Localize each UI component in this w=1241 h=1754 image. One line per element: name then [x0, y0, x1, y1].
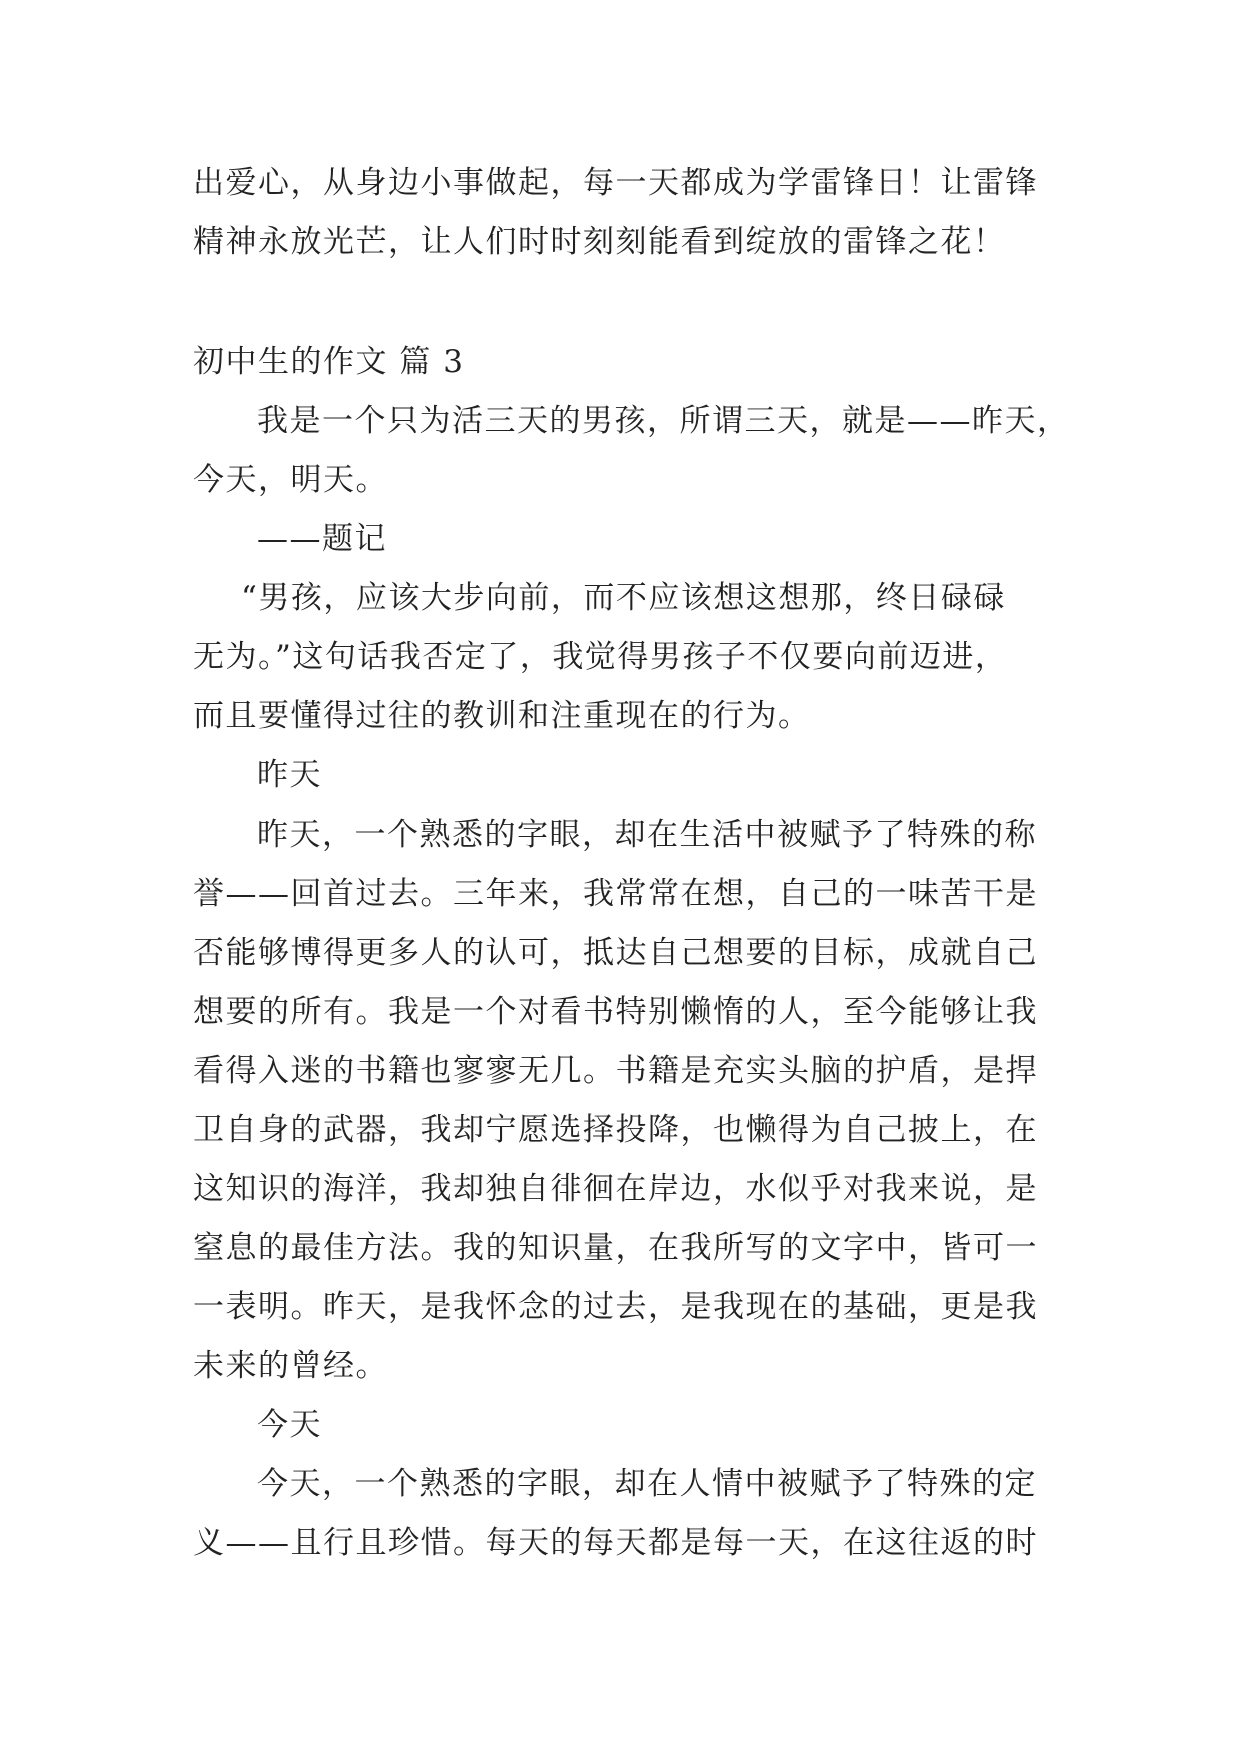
- text-line: 今天，明天。: [193, 462, 388, 498]
- text-line: 我是一个只为活三天的男孩，所谓三天，就是——昨天，: [257, 403, 1070, 439]
- text-line: 一表明。昨天，是我怀念的过去，是我现在的基础，更是我: [193, 1289, 1038, 1325]
- text-line: 义——且行且珍惜。每天的每天都是每一天，在这往返的时: [193, 1525, 1038, 1561]
- section-heading: 初中生的作文 篇 3: [193, 344, 465, 380]
- text-line: 而且要懂得过往的教训和注重现在的行为。: [193, 698, 811, 734]
- text-line: 卫自身的武器，我却宁愿选择投降，也懒得为自己披上，在: [193, 1112, 1038, 1148]
- text-line: 昨天，一个熟悉的字眼，却在生活中被赋予了特殊的称: [257, 817, 1037, 853]
- text-line: 这知识的海洋，我却独自徘徊在岸边，水似乎对我来说，是: [193, 1171, 1038, 1207]
- text-line: 未来的曾经。: [193, 1348, 388, 1384]
- text-line: 否能够博得更多人的认可，抵达自己想要的目标，成就自己: [193, 935, 1038, 971]
- subheading-yesterday: 昨天: [257, 757, 322, 793]
- text-line: 精神永放光芒，让人们时时刻刻能看到绽放的雷锋之花！: [193, 224, 1006, 260]
- text-line: 看得入迷的书籍也寥寥无几。书籍是充实头脑的护盾，是捍: [193, 1053, 1038, 1089]
- text-line: 窒息的最佳方法。我的知识量，在我所写的文字中，皆可一: [193, 1230, 1038, 1266]
- text-line: 今天，一个熟悉的字眼，却在人情中被赋予了特殊的定: [257, 1466, 1037, 1502]
- subheading-today: 今天: [257, 1407, 322, 1443]
- text-line: 无为。”这句话我否定了，我觉得男孩子不仅要向前迈进，: [193, 639, 1008, 675]
- inscription-line: ——题记: [257, 521, 387, 557]
- text-line: 誉——回首过去。三年来，我常常在想，自己的一味苦干是: [193, 876, 1038, 912]
- text-line: “男孩，应该大步向前，而不应该想这想那，终日碌碌: [241, 580, 1006, 616]
- text-line: 出爱心，从身边小事做起，每一天都成为学雷锋日！让雷锋: [193, 165, 1038, 201]
- text-line: 想要的所有。我是一个对看书特别懒惰的人，至今能够让我: [193, 994, 1038, 1030]
